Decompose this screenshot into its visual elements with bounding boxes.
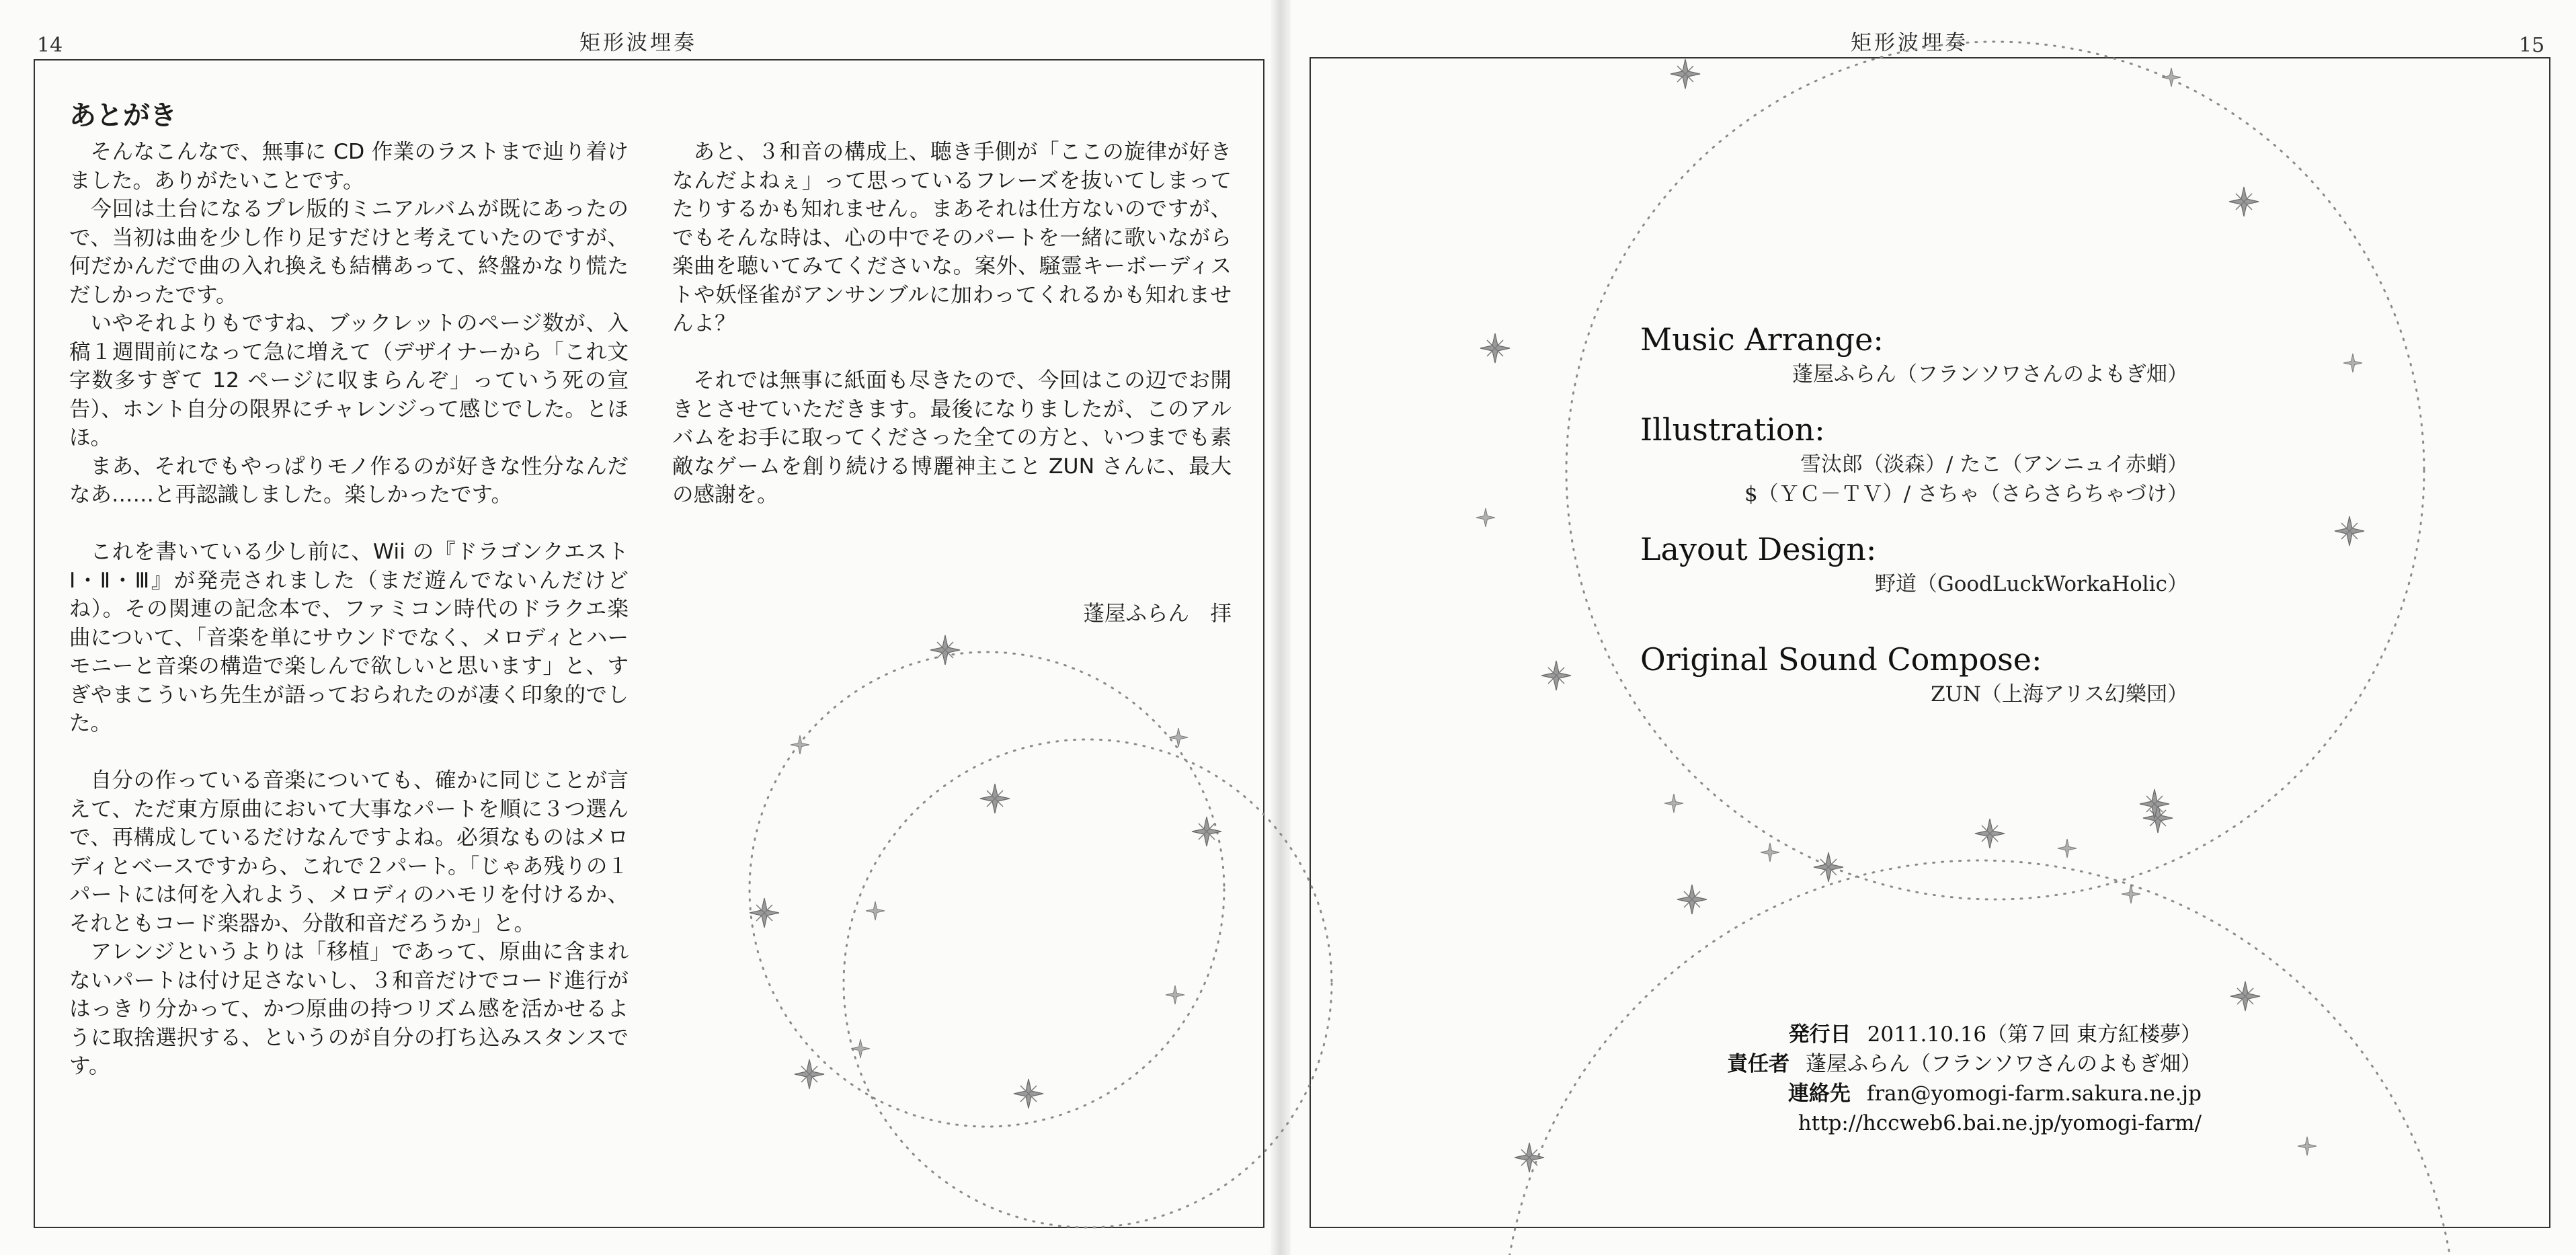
credit-name: 蓬屋ふらん（フランソワさんのよもぎ畑） [1792,362,2188,387]
credit-music-arrange [1640,319,2188,389]
afterword-paragraph: 今回は土台になるプレ版的ミニアルバムが既にあったので、当初は曲を少し作り足すだけと考えていたのですが、何だかんだで曲の入れ換えも結構あって、終盤かなり慌ただしかったです。 [69,197,629,307]
afterword-paragraph: まあ、それでもやっぱりモノ作るのが好きな性分なんだなあ……と再認識しました。楽しかったです。 [69,454,629,507]
credit-original-sound-compose [1640,639,2188,709]
credit-layout-design [1640,529,2188,599]
credit-name: ZUN（上海アリス幻樂団） [1931,682,2188,706]
credit-role: Original Sound Compose: [1640,641,2042,678]
author-signature: 蓬屋ふらん 拝 [1083,602,1232,626]
colophon-editor [1654,1049,2202,1079]
colophon-issue-date [1654,1020,2202,1049]
editor-value: 蓬屋ふらん（フランソワさんのよもぎ畑） [1806,1052,2202,1076]
afterword-paragraph: アレンジというよりは「移植」であって、原曲に含まれないパートは付け足さないし、３和音だけでコード進行がはっきり分かって、かつ原曲の持つリズム感を活かせるように取捨選択する、というのが自分の打ち込みスタンスです。 [69,940,629,1078]
afterword-paragraph: 自分の作っている音楽についても、確かに同じことが言えて、ただ東方原曲において大事なパートを順に３つ選んで、再構成しているだけなんですよね。必須なものはメロディとベースですから、これで２パート。「じゃあ残りの１パートには何を入れよう、メロディのハモリを付けるか、それともコード楽器か、分散和音だろうか」と。 [69,768,629,936]
left-page [0,0,1281,1255]
issue-date-value: 2011.10.16（第７回 東方紅楼夢） [1867,1022,2202,1047]
afterword-column-left [69,138,629,1081]
contact-url[interactable]: http://hccweb6.bai.ne.jp/yomogi-farm/ [1798,1111,2202,1135]
credit-illustration [1640,409,2188,509]
credit-name: $（ＹＣ－ＴＶ）/ さちゃ（さらさらちゃづけ） [1744,482,2188,506]
colophon-url-row [1654,1108,2202,1138]
afterword-paragraph: それでは無事に紙面も尽きたので、今回はこの辺でお開きとさせていただきます。最後になりましたが、このアルバムをお手に取ってくださった全ての方と、いつまでも素敵なゲームを創り続ける博麗神主こと ZUN さんに、最大の感謝を。 [672,368,1232,507]
afterword-paragraph: いやそれよりもですね、ブックレットのページ数が、入稿１週間前になって急に増えて（デザイナーから「これ文字数多すぎて 12 ページに収まらんぞ」っていう死の宣告）、ホント自分の限界にチャレンジって感じでした。とほほ。 [69,311,629,450]
afterword-heading: あとがき [69,100,177,131]
issue-date-label: 発行日 [1788,1022,1851,1047]
book-gutter [1271,0,1291,1255]
afterword-paragraph: そんなこんなで、無事に CD 作業のラストまで辿り着けました。ありがたいことです。 [69,140,629,193]
page-number-left: 14 [37,34,63,57]
credit-name: 雪汰郎（淡森）/ たこ（アンニュイ赤蛸） [1800,452,2188,477]
afterword-paragraph: これを書いている少し前に、Wii の『ドラゴンクエストⅠ・Ⅱ・Ⅲ』が発売されました（まだ遊んでないんだけどね）。その関連の記念本で、ファミコン時代のドラクエ楽曲について、「音楽を単にサウンドでなく、メロディとハーモニーと音楽の構造で楽しんで欲しいと思います」と、すぎやまこういち先生が語っておられたのが凄く印象的でした。 [69,540,629,735]
header-title-left: 矩形波埋奏 [579,31,697,55]
contact-label: 連絡先 [1787,1082,1851,1106]
colophon-contact [1654,1079,2202,1108]
credit-name: 野道（GoodLuckWorkaHolic） [1874,572,2188,596]
afterword-column-right [672,138,1232,510]
contact-email[interactable]: fran@yomogi-farm.sakura.ne.jp [1866,1082,2202,1106]
afterword-paragraph: あと、３和音の構成上、聴き手側が「ここの旋律が好きなんだよねぇ」って思っているフレーズを抜いてしまってたりするかも知れません。まあそれは仕方ないのですが、でもそんな時は、心の中でそのパートを一緒に歌いながら楽曲を聴いてみてくださいな。案外、騒霊キーボーディストや妖怪雀がアンサンブルに加わってくれるかも知れませんよ？ [672,140,1232,335]
credits-list [1640,319,2188,729]
credit-role: Layout Design: [1640,531,1877,567]
credit-role: Illustration: [1640,411,1825,448]
colophon [1654,1020,2202,1138]
page-number-right: 15 [2519,34,2545,57]
header-title-right: 矩形波埋奏 [1851,31,1968,55]
editor-label: 責任者 [1727,1052,1789,1076]
credit-role: Music Arrange: [1640,321,1884,358]
